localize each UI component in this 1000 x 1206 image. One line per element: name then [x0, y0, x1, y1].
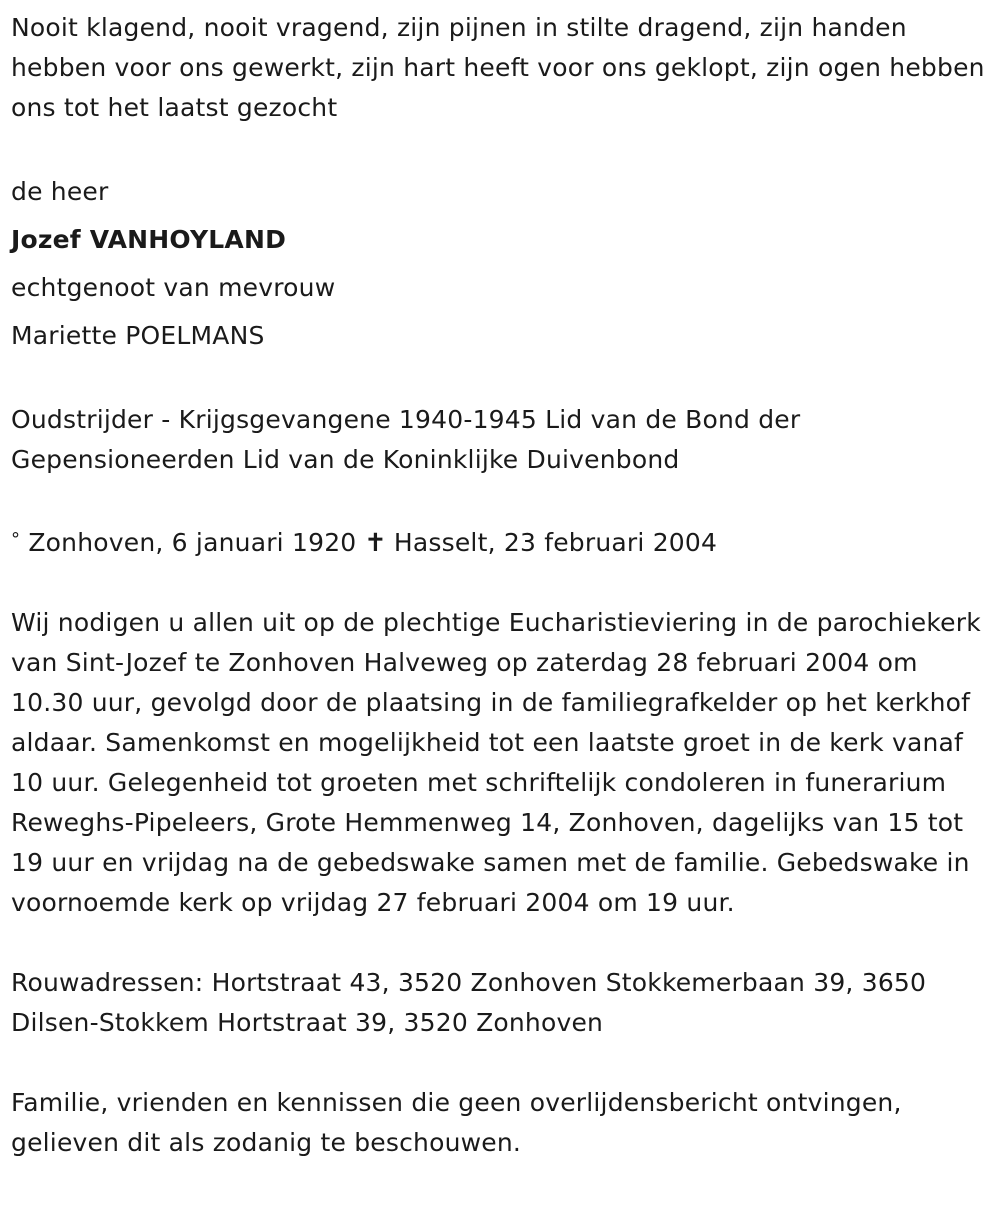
- spouse-label: echtgenoot van mevrouw: [11, 273, 336, 302]
- titles-text: Oudstrijder - Krijgsgevangene 1940-1945 Lid van de Bond der Gepensioneerden Lid van de Koninklijke Duivenbond: [11, 405, 801, 474]
- spouse-name: Mariette POELMANS: [11, 321, 265, 350]
- spacer: [11, 128, 986, 168]
- cross-icon: ✝: [363, 528, 387, 557]
- birth-place-date: Zonhoven, 6 januari 1920: [28, 528, 357, 557]
- obituary-notice: [11, 8, 986, 1163]
- closing-text: Familie, vrienden en kennissen die geen overlijdensbericht ontvingen, gelieven dit als zodanig te beschouwen.: [11, 1088, 902, 1157]
- spacer: [11, 563, 986, 603]
- death-place-date: Hasselt, 23 februari 2004: [393, 528, 718, 557]
- birth-symbol-icon: °: [11, 529, 21, 550]
- spacer: [11, 923, 986, 963]
- mourning-addresses: Rouwadressen: Hortstraat 43, 3520 Zonhoven Stokkemerbaan 39, 3650 Dilsen-Stokkem Hortstraat 39, 3520 Zonhoven: [11, 968, 927, 1037]
- spacer: [11, 480, 986, 520]
- spacer: [11, 360, 986, 400]
- verse-text: Nooit klagend, nooit vragend, zijn pijnen in stilte dragend, zijn handen hebben voor ons gewerkt, zijn hart heeft voor ons geklopt, zijn ogen hebben ons tot het laatst gezocht: [11, 13, 985, 122]
- deceased-name: Jozef VANHOYLAND: [11, 225, 287, 254]
- spacer: [11, 1043, 986, 1083]
- ceremony-text: Wij nodigen u allen uit op de plechtige Eucharistieviering in de parochiekerk van Sint-Jozef te Zonhoven Halveweg op zaterdag 28 februari 2004 om 10.30 uur, gevolgd door de plaatsing in de familiegrafkelder op het kerkhof aldaar. Samenkomst en mogelijkheid tot een laatste groet in de kerk vanaf 10 uur. Gelegenheid tot groeten met schriftelijk condoleren in funerarium Reweghs-Pipeleers, Grote Hemmenweg 14, Zonhoven, dagelijks van 15 tot 19 uur en vrijdag na de gebedswake samen met de familie. Gebedswake in voornoemde kerk op vrijdag 27 februari 2004 om 19 uur.: [11, 608, 981, 917]
- birth-death-line: [11, 520, 986, 563]
- salutation: de heer: [11, 177, 109, 206]
